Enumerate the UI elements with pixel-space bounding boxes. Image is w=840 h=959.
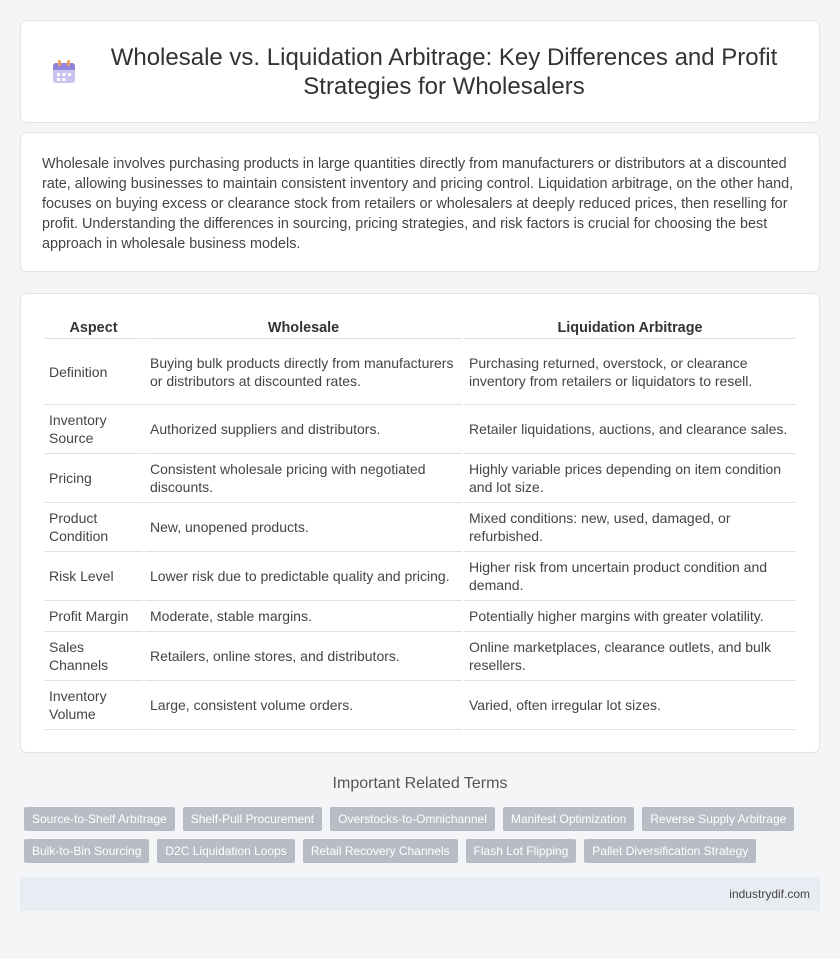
table-row xyxy=(44,632,796,681)
cell-wholesale: Authorized suppliers and distributors. xyxy=(145,405,462,454)
related-term-tag[interactable]: Reverse Supply Arbitrage xyxy=(642,807,794,831)
related-term-tag[interactable]: Source-to-Shelf Arbitrage xyxy=(24,807,175,831)
cell-wholesale: Consistent wholesale pricing with negotiated discounts. xyxy=(145,454,462,503)
intro-paragraph: Wholesale involves purchasing products in large quantities directly from manufacturers or distributors at a discounted rate, allowing businesses to maintain consistent inventory and pricing control. Liquidation arbitrage, on the other hand, focuses on buying excess or clearance stock from retailers or wholesalers at deeply reduced prices, then reselling for profit. Understanding the differences in sourcing, pricing strategies, and risk factors is crucial for choosing the best approach in wholesale business models. xyxy=(42,156,794,252)
cell-wholesale: Retailers, online stores, and distributors. xyxy=(145,632,462,681)
related-term-tag[interactable]: Pallet Diversification Strategy xyxy=(584,839,756,863)
related-term-tag[interactable]: Manifest Optimization xyxy=(503,807,634,831)
cell-aspect: Product Condition xyxy=(44,503,143,552)
table-row xyxy=(44,454,796,503)
footer xyxy=(20,877,820,911)
header-liquidation: Liquidation Arbitrage xyxy=(464,304,796,339)
table-row xyxy=(44,601,796,632)
header-wholesale: Wholesale xyxy=(145,304,462,339)
related-terms-title: Important Related Terms xyxy=(332,775,508,792)
related-term-tag[interactable]: Bulk-to-Bin Sourcing xyxy=(24,839,149,863)
cell-liquidation: Varied, often irregular lot sizes. xyxy=(464,681,796,730)
cell-aspect: Pricing xyxy=(44,454,143,503)
calendar-icon xyxy=(51,59,77,85)
table-row xyxy=(44,681,796,730)
table-header-row xyxy=(44,304,796,339)
cell-liquidation: Retailer liquidations, auctions, and clearance sales. xyxy=(464,405,796,454)
cell-wholesale: Lower risk due to predictable quality and pricing. xyxy=(145,552,462,601)
cell-liquidation: Higher risk from uncertain product condition and demand. xyxy=(464,552,796,601)
page-title: Wholesale vs. Liquidation Arbitrage: Key Differences and Profit Strategies for Wholesalers xyxy=(110,43,778,100)
footer-site: industrydif.com xyxy=(729,887,810,901)
related-term-tag[interactable]: Flash Lot Flipping xyxy=(466,839,577,863)
table-row xyxy=(44,339,796,405)
cell-liquidation: Highly variable prices depending on item condition and lot size. xyxy=(464,454,796,503)
cell-liquidation: Potentially higher margins with greater volatility. xyxy=(464,601,796,632)
cell-aspect: Inventory Volume xyxy=(44,681,143,730)
related-terms-tags xyxy=(0,807,840,863)
cell-wholesale: Large, consistent volume orders. xyxy=(145,681,462,730)
cell-aspect: Profit Margin xyxy=(44,601,143,632)
cell-wholesale: Buying bulk products directly from manufacturers or distributors at discounted rates. xyxy=(145,339,462,405)
related-term-tag[interactable]: Shelf-Pull Procurement xyxy=(183,807,322,831)
title-card xyxy=(20,20,820,123)
cell-wholesale: New, unopened products. xyxy=(145,503,462,552)
related-term-tag[interactable]: D2C Liquidation Loops xyxy=(157,839,294,863)
cell-aspect: Definition xyxy=(44,339,143,405)
table-row xyxy=(44,405,796,454)
comparison-table xyxy=(42,304,798,730)
cell-liquidation: Mixed conditions: new, used, damaged, or refurbished. xyxy=(464,503,796,552)
intro-card xyxy=(20,132,820,272)
cell-aspect: Risk Level xyxy=(44,552,143,601)
cell-liquidation: Purchasing returned, overstock, or clearance inventory from retailers or liquidators to resell. xyxy=(464,339,796,405)
comparison-card xyxy=(20,293,820,753)
cell-aspect: Inventory Source xyxy=(44,405,143,454)
table-row xyxy=(44,552,796,601)
cell-aspect: Sales Channels xyxy=(44,632,143,681)
cell-wholesale: Moderate, stable margins. xyxy=(145,601,462,632)
cell-liquidation: Online marketplaces, clearance outlets, and bulk resellers. xyxy=(464,632,796,681)
related-term-tag[interactable]: Overstocks-to-Omnichannel xyxy=(330,807,495,831)
related-term-tag[interactable]: Retail Recovery Channels xyxy=(303,839,458,863)
related-terms-section xyxy=(0,775,840,863)
table-row xyxy=(44,503,796,552)
header-aspect: Aspect xyxy=(44,304,143,339)
